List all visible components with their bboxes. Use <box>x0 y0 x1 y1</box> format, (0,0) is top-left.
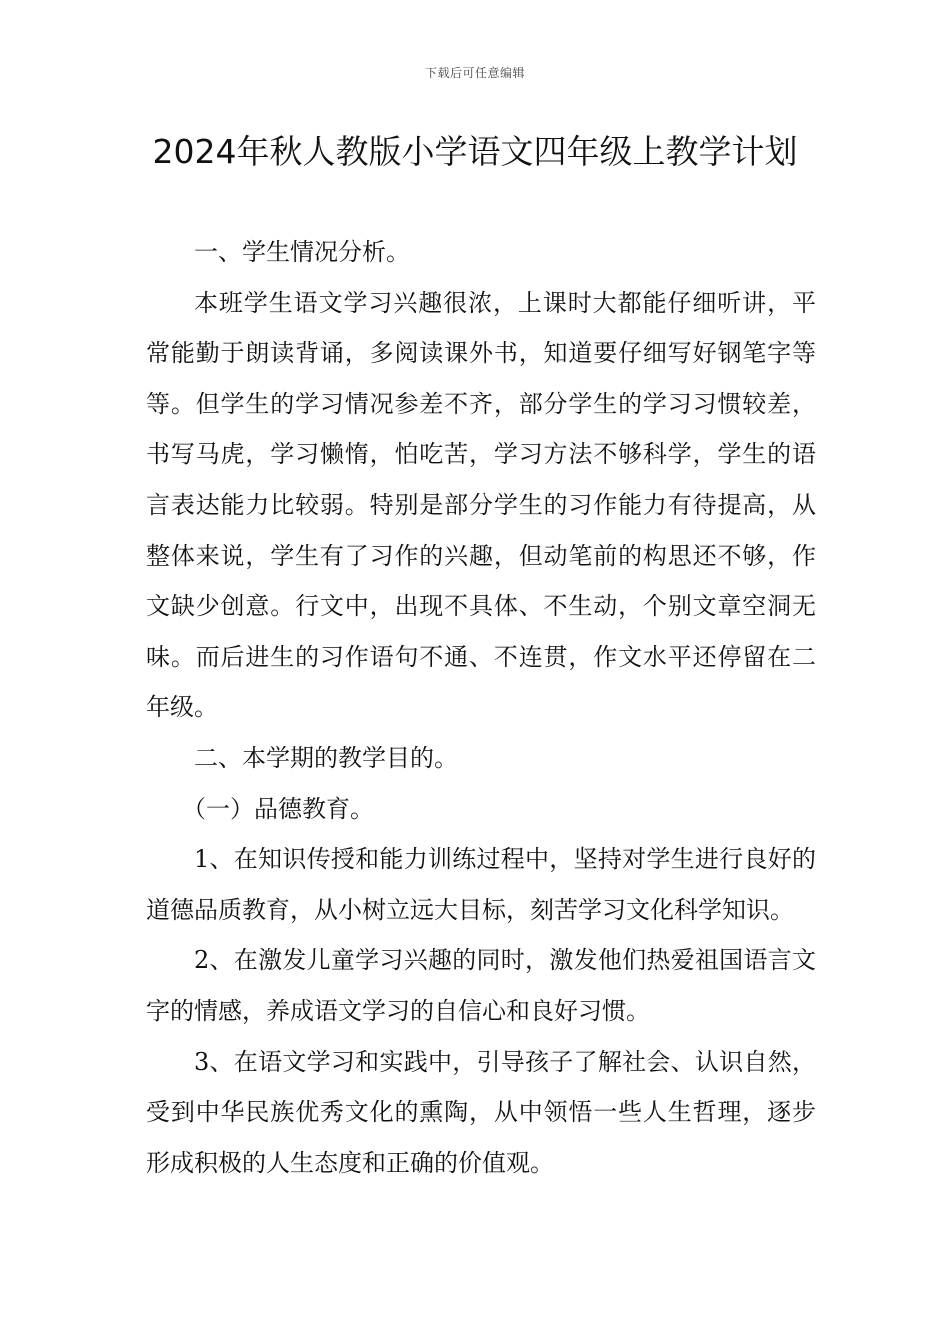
section-heading-teaching-goals: 二、本学期的教学目的。 <box>194 743 458 772</box>
subsection-heading-moral-education: （一）品德教育。 <box>182 794 374 823</box>
paragraph-goal-1: 1、在知识传授和能力训练过程中，坚持对学生进行良好的道德品质教育，从小树立远大目标，刻苦学习文化科学知识。 <box>146 845 816 924</box>
document-title: 2024年秋人教版小学语文四年级上教学计划 <box>152 132 798 171</box>
document-body <box>146 227 816 1188</box>
header-note: 下载后可任意编辑 <box>424 66 525 80</box>
paragraph-student-analysis: 本班学生语文学习兴趣很浓，上课时大都能仔细听讲，平常能勤于朗读背诵，多阅读课外书，知道要仔细写好钢笔字等等。但学生的学习情况参差不齐，部分学生的学习习惯较差，书写马虎，学习懒惰，怕吃苦，学习方法不够科学，学生的语言表达能力比较弱。特别是部分学生的习作能力有待提高，从整体来说，学生有了习作的兴趣，但动笔前的构思还不够，作文缺少创意。行文中，出现不具体、不生动，个别文章空洞无味。而后进生的习作语句不通、不连贯，作文水平还停留在二年级。 <box>146 288 816 722</box>
paragraph-goal-2: 2、在激发儿童学习兴趣的同时，激发他们热爱祖国语言文字的情感，养成语文学习的自信心和良好习惯。 <box>146 946 816 1025</box>
paragraph-goal-3: 3、在语文学习和实践中，引导孩子了解社会、认识自然，受到中华民族优秀文化的熏陶，从中领悟一些人生哲理，逐步形成积极的人生态度和正确的价值观。 <box>146 1047 816 1177</box>
section-heading-student-analysis: 一、学生情况分析。 <box>194 238 410 266</box>
